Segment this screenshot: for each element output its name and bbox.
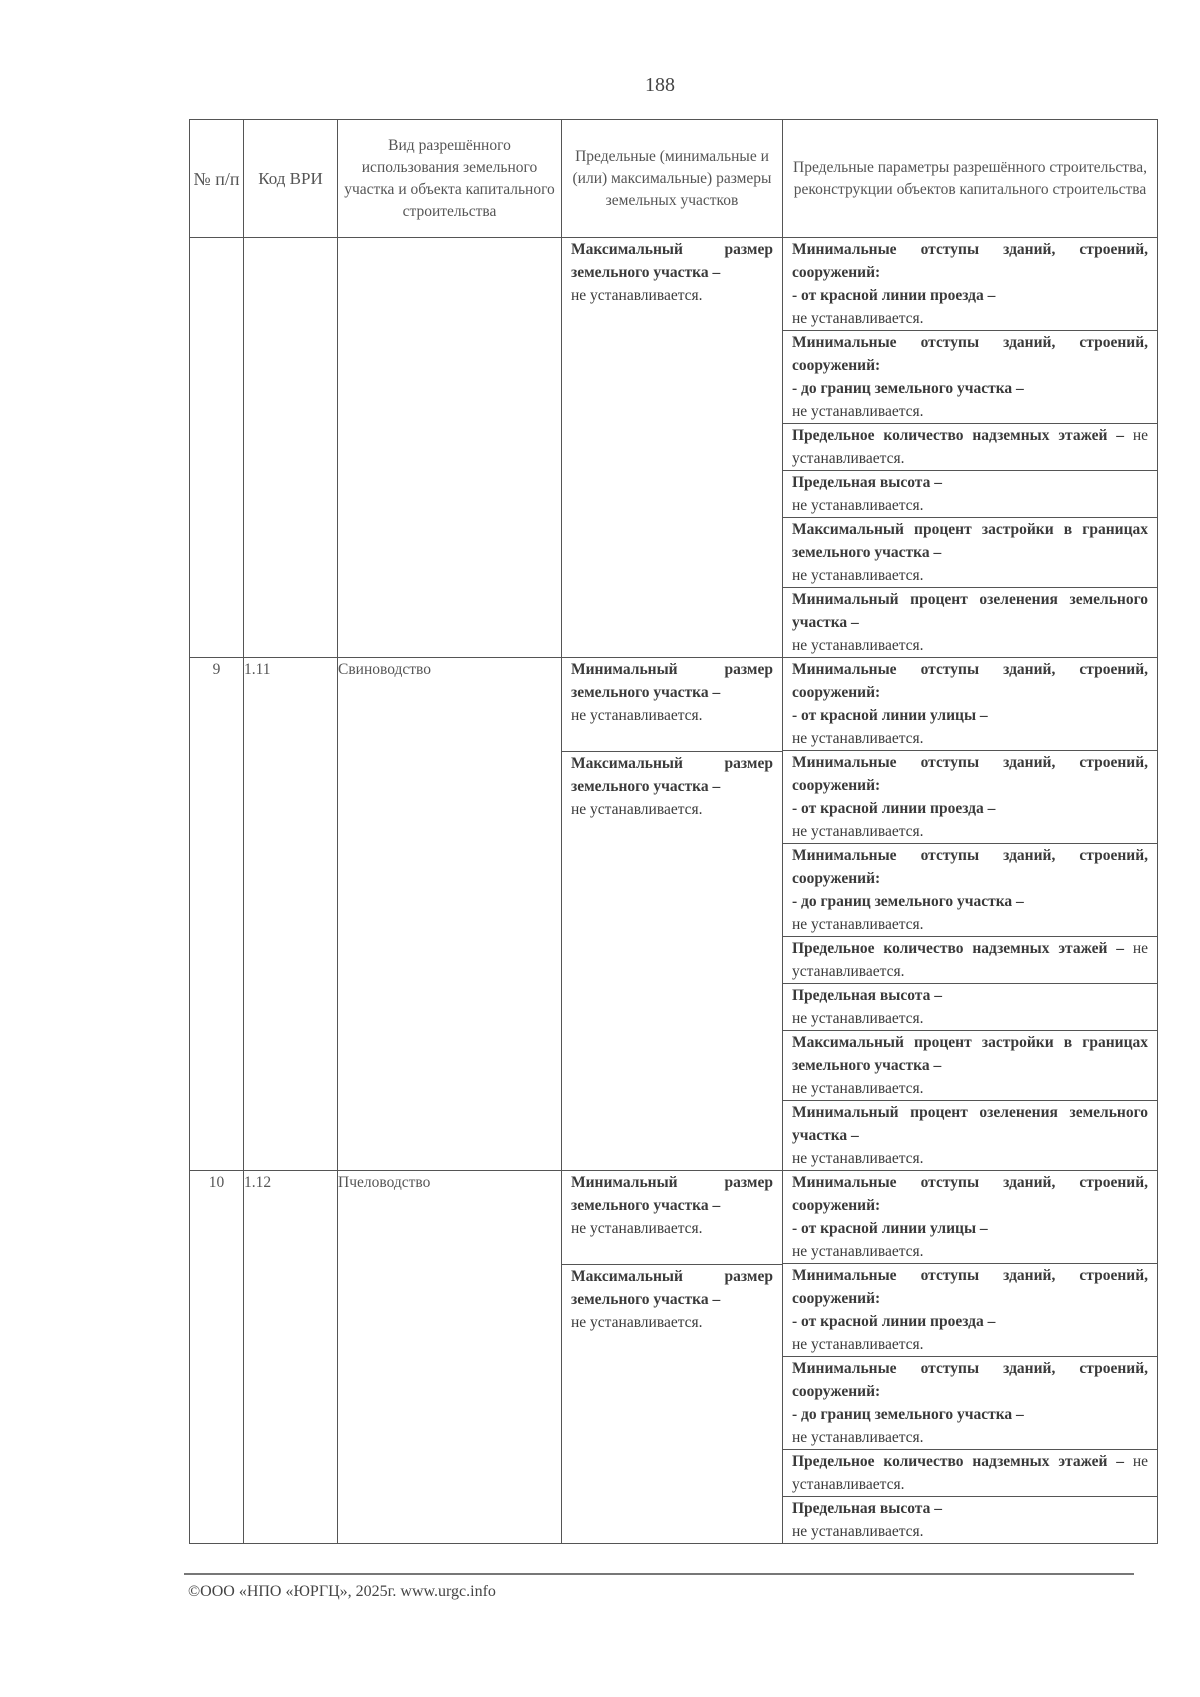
use-type-cell bbox=[338, 238, 562, 658]
number-cell: 10 bbox=[190, 1171, 244, 1544]
plot-size-cell bbox=[562, 658, 783, 1171]
setback-border-block: Минимальные отступы зданий, строений, сооружений: - до границ земельного участка – не устанавливается. bbox=[783, 1357, 1157, 1450]
height-block: Предельная высота – не устанавливается. bbox=[783, 471, 1157, 518]
header-code: Код ВРИ bbox=[244, 120, 338, 238]
plot-size-cell bbox=[562, 1171, 783, 1544]
number-cell bbox=[190, 238, 244, 658]
code-cell: 1.11 bbox=[244, 658, 338, 1171]
footer-copyright: ©ООО «НПО «ЮРГЦ», 2025г. www.urgc.info bbox=[188, 1583, 496, 1600]
number-cell: 9 bbox=[190, 658, 244, 1171]
min-size-block: Минимальный размер земельного участка – не устанавливается. bbox=[562, 1171, 782, 1265]
max-size-label: Максимальный размер земельного участка – bbox=[571, 241, 773, 281]
setback-drive-block: Минимальные отступы зданий, строений, сооружений: - от красной линии проезда – не устанавливается. bbox=[783, 1264, 1157, 1357]
max-size-block: Максимальный размер земельного участка – не устанавливается. bbox=[571, 1268, 773, 1331]
max-size-block bbox=[562, 238, 782, 331]
use-type-cell: Пчеловодство bbox=[338, 1171, 562, 1544]
setback-drive-block: Минимальные отступы зданий, строений, сооружений: - от красной линии проезда – не устанавливается. bbox=[783, 751, 1157, 844]
floors-block: Предельное количество надземных этажей – не устанавливается. bbox=[783, 937, 1157, 984]
permitted-use-table bbox=[189, 119, 1158, 1544]
min-size-block: Минимальный размер земельного участка – не устанавливается. bbox=[562, 658, 782, 752]
table-row bbox=[190, 1171, 1158, 1544]
parameters-cell bbox=[783, 238, 1158, 658]
header-plot-size: Предельные (минимальные и (или) максимальные) размеры земельных участков bbox=[562, 120, 783, 238]
parameters-cell bbox=[783, 658, 1158, 1171]
code-cell bbox=[244, 238, 338, 658]
setback-street-block: Минимальные отступы зданий, строений, сооружений: - от красной линии улицы – не устанавливается. bbox=[783, 1171, 1157, 1264]
header-parameters: Предельные параметры разрешённого строительства, реконструкции объектов капитального строительства bbox=[783, 120, 1158, 238]
max-size-value: не устанавливается. bbox=[571, 287, 703, 304]
coverage-block: Максимальный процент застройки в границах земельного участка – не устанавливается. bbox=[783, 1031, 1157, 1101]
footer-divider bbox=[184, 1573, 1134, 1575]
height-block: Предельная высота – не устанавливается. bbox=[792, 1500, 942, 1540]
green-block: Минимальный процент озеленения земельного участка – не устанавливается. bbox=[792, 1104, 1148, 1167]
page-number: 188 bbox=[645, 74, 675, 96]
floors-block: Предельное количество надземных этажей – не устанавливается. bbox=[783, 424, 1157, 471]
header-number: № п/п bbox=[190, 120, 244, 238]
setback-border-block: Минимальные отступы зданий, строений, сооружений: - до границ земельного участка – не устанавливается. bbox=[783, 844, 1157, 937]
setback-street-block: Минимальные отступы зданий, строений, сооружений: - от красной линии улицы – не устанавливается. bbox=[783, 658, 1157, 751]
table-row-continuation bbox=[190, 238, 1158, 658]
setback-drive-block: Минимальные отступы зданий, строений, сооружений: - от красной линии проезда – не устанавливается. bbox=[783, 238, 1157, 331]
parameters-cell bbox=[783, 1171, 1158, 1544]
floors-block: Предельное количество надземных этажей – не устанавливается. bbox=[783, 1450, 1157, 1497]
setback-border-block: Минимальные отступы зданий, строений, сооружений: - до границ земельного участка – не устанавливается. bbox=[783, 331, 1157, 424]
plot-size-cell bbox=[562, 238, 783, 658]
green-block: Минимальный процент озеленения земельного участка – не устанавливается. bbox=[792, 591, 1148, 654]
coverage-block: Максимальный процент застройки в границах земельного участка – не устанавливается. bbox=[783, 518, 1157, 588]
table-header-row bbox=[190, 120, 1158, 238]
table-row bbox=[190, 658, 1158, 1171]
use-type-cell: Свиноводство bbox=[338, 658, 562, 1171]
max-size-block: Максимальный размер земельного участка – не устанавливается. bbox=[571, 755, 773, 818]
code-cell: 1.12 bbox=[244, 1171, 338, 1544]
height-block: Предельная высота – не устанавливается. bbox=[783, 984, 1157, 1031]
header-use-type: Вид разрешённого использования земельного участка и объекта капитального строительства bbox=[338, 120, 562, 238]
